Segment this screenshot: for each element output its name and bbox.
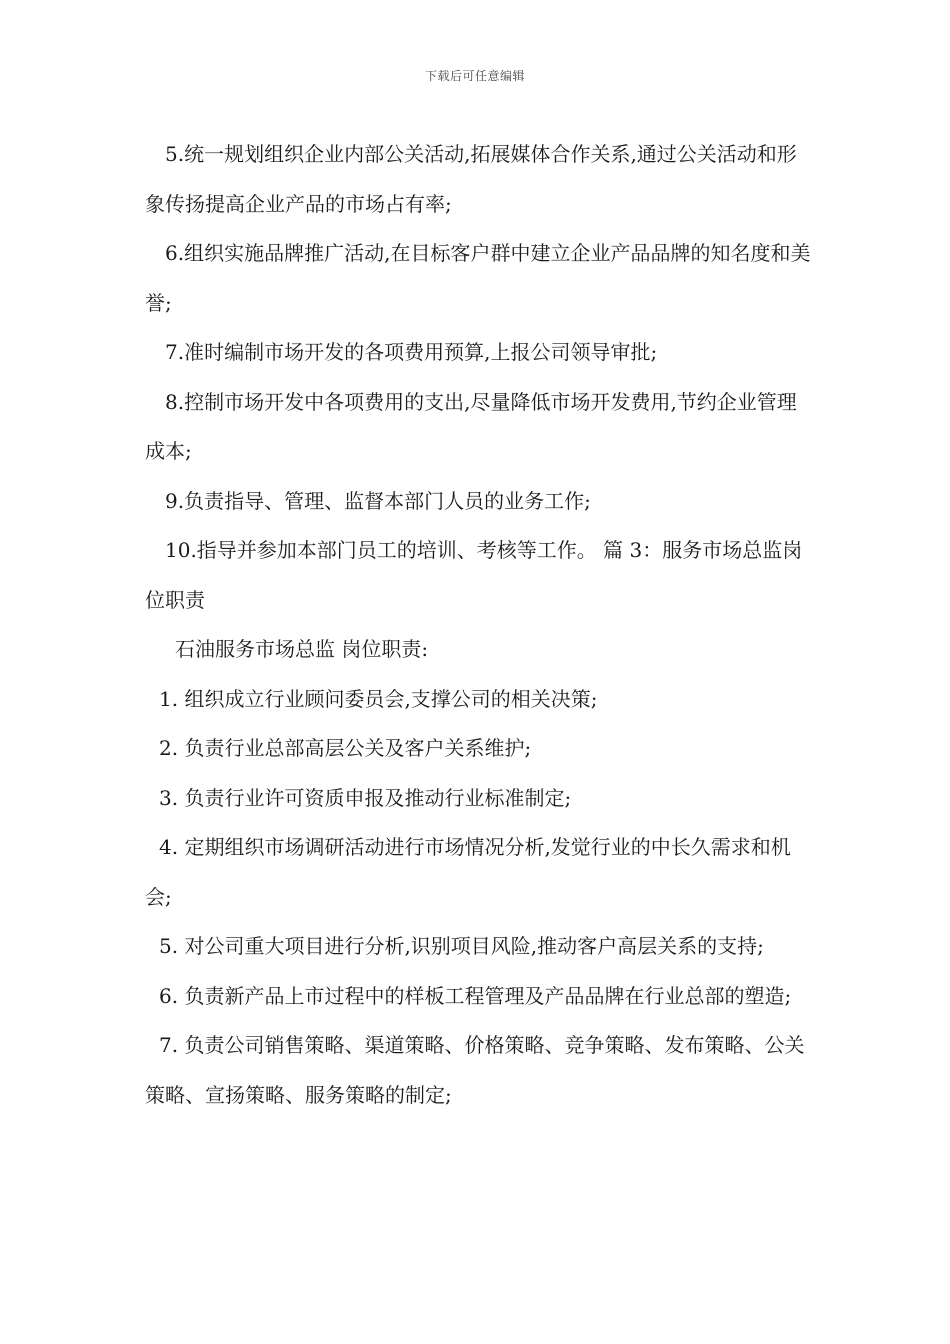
paragraph-9: 9.负责指导、管理、监督本部门人员的业务工作; [165,488,591,513]
duty-item-5: 5. 对公司重大项目进行分析,识别项目风险,推动客户高层关系的支持; [159,934,764,958]
duty-item-1: 1. 组织成立行业顾问委员会,支撑公司的相关决策; [159,686,598,711]
duty-item-2: 2. 负责行业总部高层公关及客户关系维护; [159,736,532,760]
paragraph-8: 8.控制市场开发中各项费用的支出,尽量降低市场开发费用,节约企业管理成本; [145,389,797,463]
paragraph-5: 5.统一规划组织企业内部公关活动,拓展媒体合作关系,通过公关活动和形象传扬提高企业产品的市场占有率; [145,142,797,216]
section-subtitle: 石油服务市场总监 岗位职责: [175,637,429,661]
duty-item-6: 6. 负责新产品上市过程中的样板工程管理及产品品牌在行业总部的塑造; [159,983,792,1008]
duty-item-4: 4. 定期组织市场调研活动进行市场情况分析,发觉行业的中长久需求和机会; [145,835,791,909]
page-header: 下载后可任意编辑 [424,69,525,83]
document-body [145,130,815,1120]
duty-item-7: 7. 负责公司销售策略、渠道策略、价格策略、竞争策略、发布策略、公关策略、宣扬策略、服务策略的制定; [145,1033,805,1107]
paragraph-10: 10.指导并参加本部门员工的培训、考核等工作。 篇 3：服务市场总监岗位职责 [145,538,803,612]
duty-item-3: 3. 负责行业许可资质申报及推动行业标准制定; [159,785,572,810]
paragraph-7: 7.准时编制市场开发的各项费用预算,上报公司领导审批; [165,340,658,364]
paragraph-6: 6.组织实施品牌推广活动,在目标客户群中建立企业产品品牌的知名度和美誉; [145,241,811,315]
